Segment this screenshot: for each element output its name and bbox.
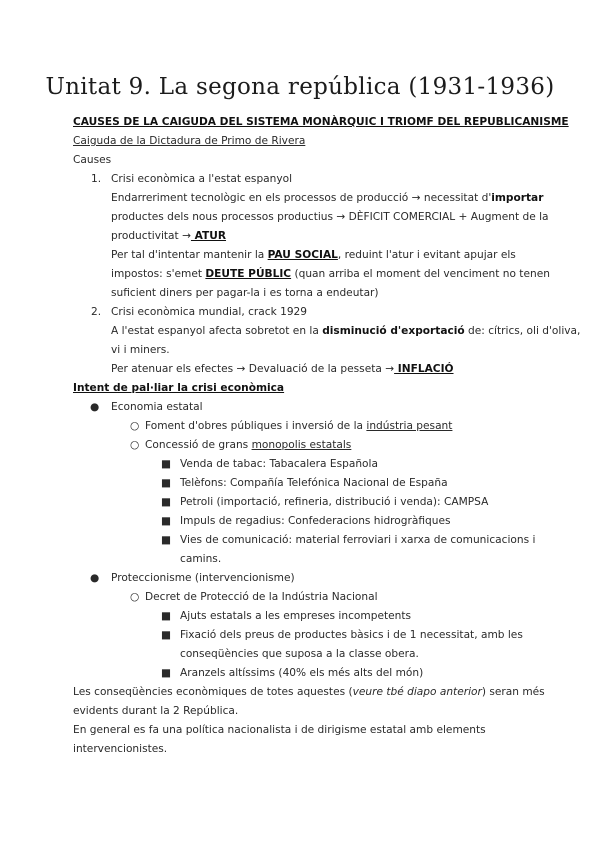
- monopoly-item: ■ Telèfons: Compañía Telefónica Nacional de España: [73, 474, 533, 493]
- decret-item: ○ Decret de Protecció de la Indústria Nacional: [73, 588, 533, 607]
- square-bullet-icon: ■: [161, 667, 172, 679]
- cause-2-number: 2.: [91, 306, 102, 318]
- circle-bullet-icon: ○: [130, 591, 140, 603]
- proteccionisme-item: ● Proteccionisme (intervencionisme): [73, 569, 533, 588]
- page-title: Unitat 9. La segona república (1931-1936): [45, 74, 555, 100]
- cause-1-line-3: productivitat → ATUR: [111, 230, 227, 242]
- monopoly-item-continuation: camins.: [180, 553, 222, 565]
- outro-line-4: intervencionistes.: [73, 743, 168, 755]
- decret-subitem: ■ Ajuts estatals a les empreses incompetents: [73, 607, 533, 626]
- cause-2-title: 2. Crisi econòmica mundial, crack 1929: [73, 303, 533, 322]
- circle-bullet-icon: ○: [130, 439, 140, 451]
- document-body: [73, 113, 581, 759]
- cause-1-line-4: Per tal d'intentar mantenir la PAU SOCIAL, reduint l'atur i evitant apujar els: [111, 249, 516, 261]
- square-bullet-icon: ■: [161, 458, 172, 470]
- concessio-item: ○ Concessió de grans monopolis estatals: [73, 436, 533, 455]
- main-heading: CAUSES DE LA CAIGUDA DEL SISTEMA MONÀRQUIC I TRIOMF DEL REPUBLICANISME: [73, 116, 569, 128]
- outro-line-3: En general es fa una política nacionalista i de dirigisme estatal amb elements: [73, 724, 486, 736]
- causes-label: Causes: [73, 154, 112, 166]
- monopoly-item: ■ Vies de comunicació: material ferroviari i xarxa de comunicacions i: [73, 531, 533, 550]
- cause-1-line-1: Endarreriment tecnològic en els processos de producció → necessitat d'importar: [111, 192, 544, 204]
- cause-2-line-2: vi i miners.: [111, 344, 170, 356]
- monopoly-item: ■ Impuls de regadius: Confederacions hidrogràfiques: [73, 512, 533, 531]
- decret-subitem: ■ Fixació dels preus de productes bàsics i de 1 necessitat, amb les: [73, 626, 533, 645]
- cause-1-line-2: productes dels nous processos productius → DÈFICIT COMERCIAL + Augment de la: [111, 211, 549, 223]
- square-bullet-icon: ■: [161, 534, 172, 546]
- bullet-icon: ●: [90, 572, 100, 584]
- economia-item: ● Economia estatal: [73, 398, 533, 417]
- cause-1-line-6: suficient diners per pagar-la i es torna a endeutar): [111, 287, 379, 299]
- cause-2-line-1: A l'estat espanyol afecta sobretot en la disminució d'exportació de: cítrics, oli d'oliva,: [111, 325, 581, 337]
- square-bullet-icon: ■: [161, 629, 172, 641]
- monopoly-item: ■ Petroli (importació, refineria, distribució i venda): CAMPSA: [73, 493, 533, 512]
- intent-heading: Intent de pal·liar la crisi econòmica: [73, 382, 285, 394]
- cause-1-number: 1.: [91, 173, 102, 185]
- square-bullet-icon: ■: [161, 515, 172, 527]
- square-bullet-icon: ■: [161, 496, 172, 508]
- subheading: Caiguda de la Dictadura de Primo de Rivera: [73, 135, 306, 147]
- monopoly-item: ■ Venda de tabac: Tabacalera Española: [73, 455, 533, 474]
- cause-1-line-5: impostos: s'emet DEUTE PÚBLIC (quan arriba el moment del venciment no tenen: [111, 268, 550, 280]
- cause-2-line-3: Per atenuar els efectes → Devaluació de la pesseta → INFLACIÓ: [111, 363, 454, 375]
- circle-bullet-icon: ○: [130, 420, 140, 432]
- square-bullet-icon: ■: [161, 477, 172, 489]
- outro-line-2: evidents durant la 2 República.: [73, 705, 239, 717]
- cause-1-title: 1. Crisi econòmica a l'estat espanyol: [73, 170, 533, 189]
- decret-subitem-continuation: conseqüències que suposa a la classe obera.: [180, 648, 419, 660]
- outro-line-1: Les conseqüències econòmiques de totes aquestes (veure tbé diapo anterior) seran més: [73, 686, 545, 698]
- decret-subitem: ■ Aranzels altíssims (40% els més alts del món): [73, 664, 533, 683]
- bullet-icon: ●: [90, 401, 100, 413]
- foment-item: ○ Foment d'obres públiques i inversió de la indústria pesant: [73, 417, 533, 436]
- square-bullet-icon: ■: [161, 610, 172, 622]
